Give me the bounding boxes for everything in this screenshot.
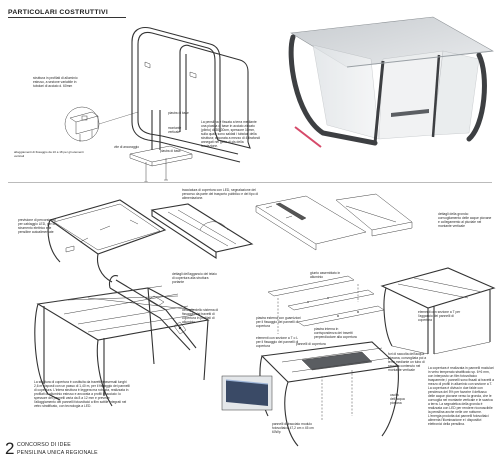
note-gutter: dettagli della gronda: convogliamento delle acque piovane e collegamento al pluviale nel montante verticale [438, 212, 492, 228]
label-roof-panels: pannelli di copertura [296, 342, 326, 346]
label-rain-holes: fori di raccolta dell'acqua piovana, convogliata poi a terra mediante un tubo di raccolta contenuto nel montante verticale [388, 352, 427, 372]
label-base-plate-2: piastra di base [160, 149, 181, 153]
page-title: PARTICOLARI COSTRUTTIVI [8, 9, 109, 16]
note-led-roof: tracciatura di copertura con LED, segnalazione del percorso da parte del trasporto pubblico e del tipo di alimentazione. [182, 188, 259, 200]
label-inner-plate: piastra interna in corrispondenza dei travetti perpendicolare alla copertura [314, 327, 357, 339]
footer-line2: PENSILINA UNICA REGIONALE [17, 450, 98, 456]
label-t-section: elementi con sezione a T o L per il fissaggio dei pannelli di copertura [256, 336, 299, 348]
footer-number: 2 [5, 439, 15, 458]
note-housings: alloggiamenti di fissaggio da 10 a 18 per gli elementi verticali [14, 150, 84, 158]
label-anchor-screw: vite di ancoraggio [114, 145, 139, 149]
label-pv-module: pannelli di tracciato modulo fotovoltaico 47,2 cm x 45 cm 60Wp [272, 422, 314, 434]
label-base-plate: piastra di base [168, 111, 189, 115]
note-roof-panels: La copertura è realizzata in pannelli modulari in vetro temperato stratificato sp. 6+6 mm, con interposto un film fotovoltaico trasparente; i pannelli sono fissati ai travetti a mezzo di profili in alluminio con sezione a T. La copertura è divisa in due falde con pendenza del 5% per favorire il deflusso delle acque piovane verso la gronda, che le convoglia nel montante verticale e le scarica a terra. La segnaletica della gronda è realizzata con LED per rendere riconoscibile la pensilina anche nelle ore notturne. L'energia prodotta dai pannelli fotovoltaici alimenta l'illuminazione e i dispositivi elettronici della pensilina. [428, 366, 494, 426]
note-roof-structure: La struttura di copertura è costituita da travetti trasversali lunghi 2,6 m disposti con un passo di 1,40 m, per il fissaggio dei pannelli di copertura. L'intera struttura è leggera ma robusta, realizzata in profilati di alluminio estruso e ancorata a profili in acciaio: lo spessore dei pannelli varia da 8 a 12 mm e prevede l'alloggiamento dei pannelli fotovoltaici a film sottile integrati nel vetro stratificato, con tecnologia a LED. [34, 380, 130, 408]
note-base-fixing: La pensilina è fissata a terra mediante una piastra di base in acciaio zincato (plinto) di 30x30cm, spessore 10mm, sulla quale sono saldati i tubolari della struttura; ancorata a mezzo di 4 tirafondi annegati nel getto di cls della fondazione. [201, 120, 261, 148]
gutter-detail-drawing [246, 192, 416, 262]
label-rain-exit: uscita dell'acqua piovana [390, 393, 405, 405]
label-outer-plate: piastra esterna con guarnizioni per il fissaggio dei pannelli di copertura [256, 316, 301, 328]
note-beam-fixing: dettaglio dello sistema di fissaggio dei travetti di copertura in profilati di alluminio [182, 308, 219, 324]
shelter-render [283, 15, 498, 170]
footer-line1: CONCORSO DI IDEE [17, 442, 71, 448]
label-vertical-post: montante verticale [168, 126, 182, 134]
note-cable-paths: previsione di percorsi cavi per cablaggio LED, per lo strumento elettrico e le pensiline autoalimentate [18, 218, 56, 234]
note-structure: struttura in profilati di alluminio estruso, a sezione variabile in tubolari di acciaio d. 60mm [33, 76, 78, 88]
note-roof-attachment: dettagli dell'aggancio del telaio di copertura alla struttura portante [172, 272, 217, 284]
label-aluminium-joint: giunto assemblato in alluminio [310, 271, 341, 279]
label-t-elements: elementi con sezione a T per l'aggancio dei pannelli di copertura [418, 310, 461, 322]
roof-profile-drawing [148, 200, 258, 280]
